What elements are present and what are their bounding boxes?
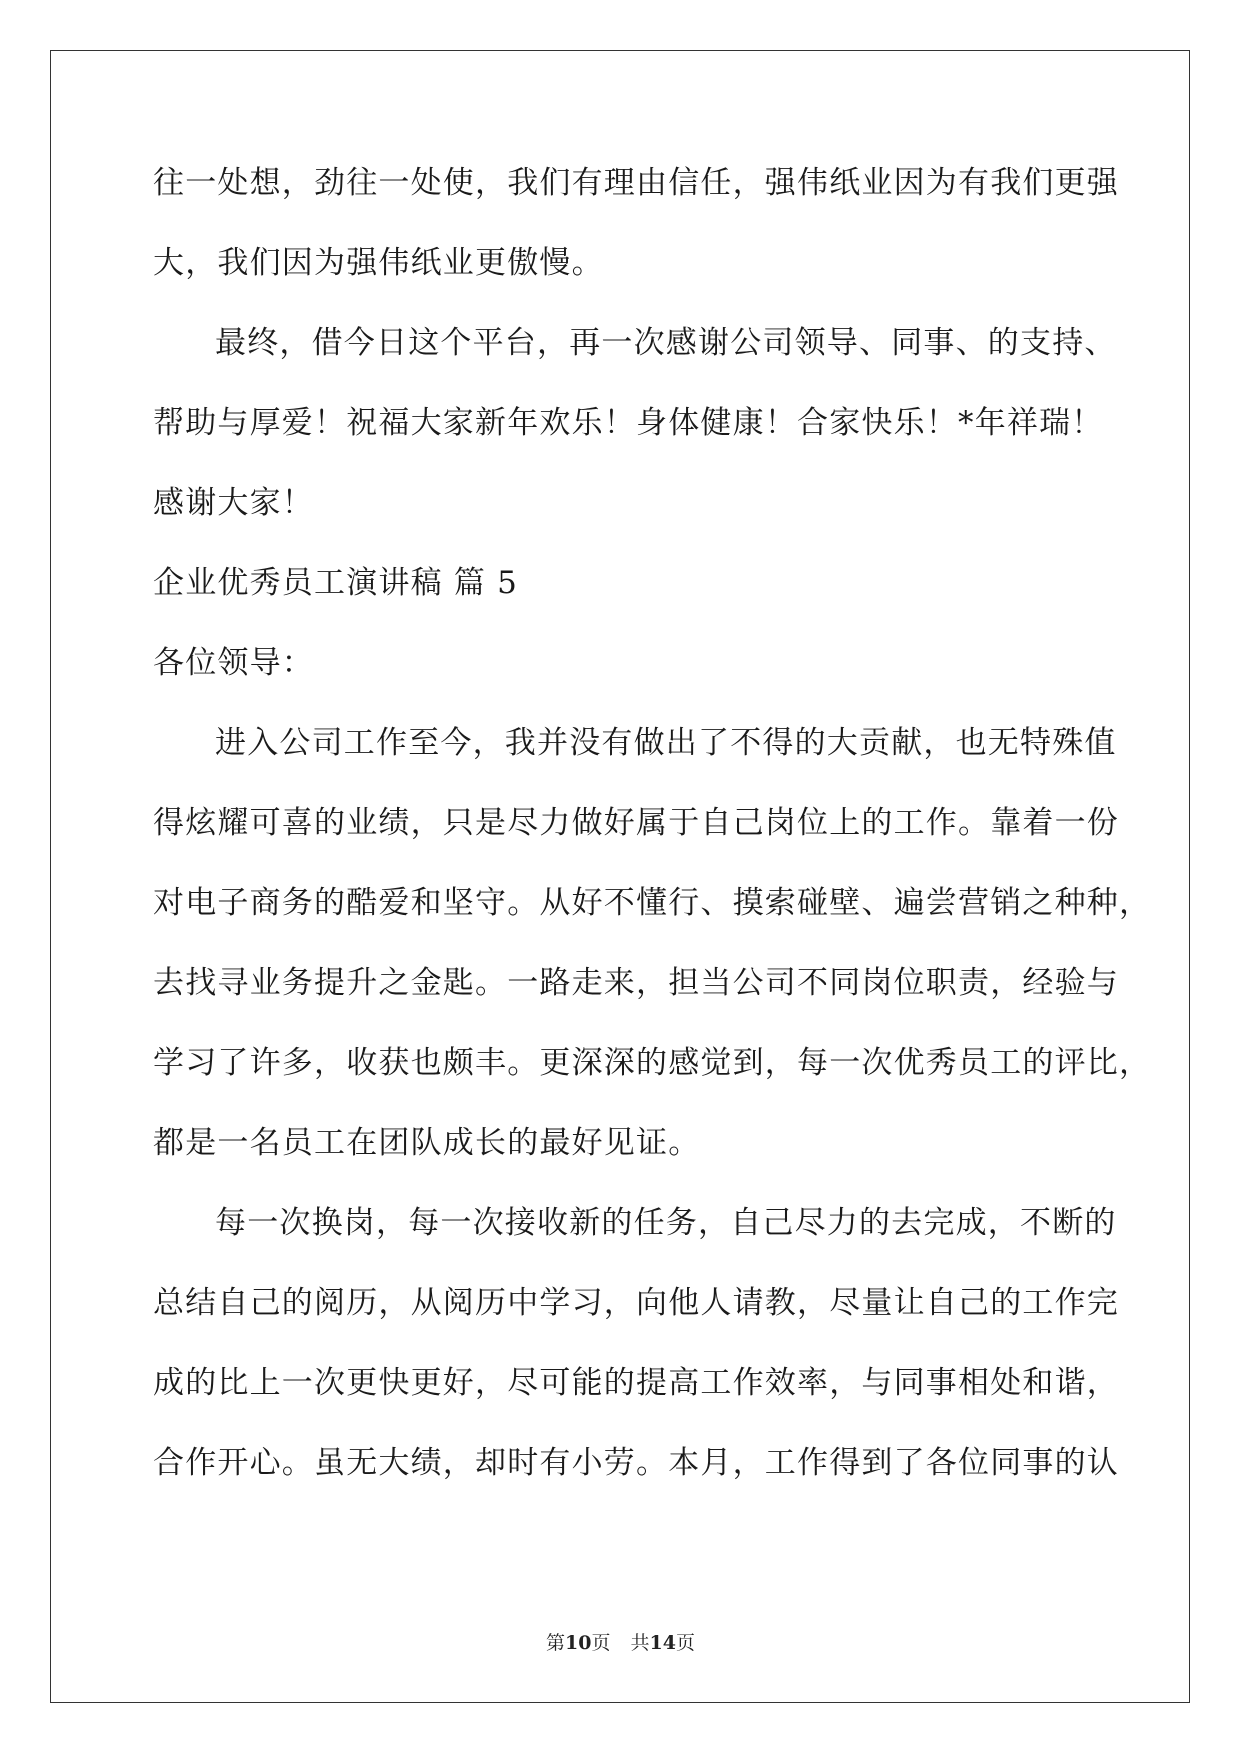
paragraph-line: 得炫耀可喜的业绩，只是尽力做好属于自己岗位上的工作。靠着一份 [153, 805, 1119, 841]
paragraph-line: 最终，借今日这个平台，再一次感谢公司领导、同事、的支持、 [215, 325, 1117, 361]
paragraph-line: 进入公司工作至今，我并没有做出了不得的大贡献，也无特殊值 [215, 725, 1117, 761]
paragraph-line: 都是一名员工在团队成长的最好见证。 [153, 1125, 701, 1161]
page-total: 14 [649, 1632, 676, 1654]
page-prefix: 第 [546, 1632, 566, 1654]
paragraph-line: 感谢大家！ [153, 485, 314, 521]
paragraph-line: 学习了许多，收获也颇丰。更深深的感觉到，每一次优秀员工的评比， [153, 1045, 1152, 1081]
paragraph-line: 对电子商务的酷爱和坚守。从好不懂行、摸索碰壁、遍尝营销之种种， [153, 885, 1152, 921]
paragraph-line: 总结自己的阅历，从阅历中学习，向他人请教，尽量让自己的工作完 [153, 1285, 1119, 1321]
page-current: 10 [565, 1632, 592, 1654]
paragraph-line: 帮助与厚爱！祝福大家新年欢乐！身体健康！合家快乐！*年祥瑞！ [153, 405, 1104, 441]
salutation: 各位领导： [153, 645, 314, 681]
total-suffix: 页 [675, 1632, 695, 1654]
paragraph-line: 去找寻业务提升之金匙。一路走来，担当公司不同岗位职责，经验与 [153, 965, 1119, 1001]
document-body [153, 163, 1152, 1523]
page-suffix: 页 [591, 1632, 611, 1654]
paragraph-line: 大，我们因为强伟纸业更傲慢。 [153, 245, 604, 281]
paragraph-line: 成的比上一次更快更好，尽可能的提高工作效率，与同事相处和谐， [153, 1365, 1119, 1401]
page-footer [0, 1628, 1241, 1655]
paragraph-line: 往一处想，劲往一处使，我们有理由信任，强伟纸业因为有我们更强 [153, 165, 1119, 201]
paragraph-line: 每一次换岗，每一次接收新的任务，自己尽力的去完成，不断的 [215, 1205, 1117, 1241]
paragraph-line: 合作开心。虽无大绩，却时有小劳。本月，工作得到了各位同事的认 [153, 1445, 1119, 1481]
total-prefix: 共 [630, 1632, 650, 1654]
section-heading: 企业优秀员工演讲稿 篇 5 [153, 565, 519, 601]
